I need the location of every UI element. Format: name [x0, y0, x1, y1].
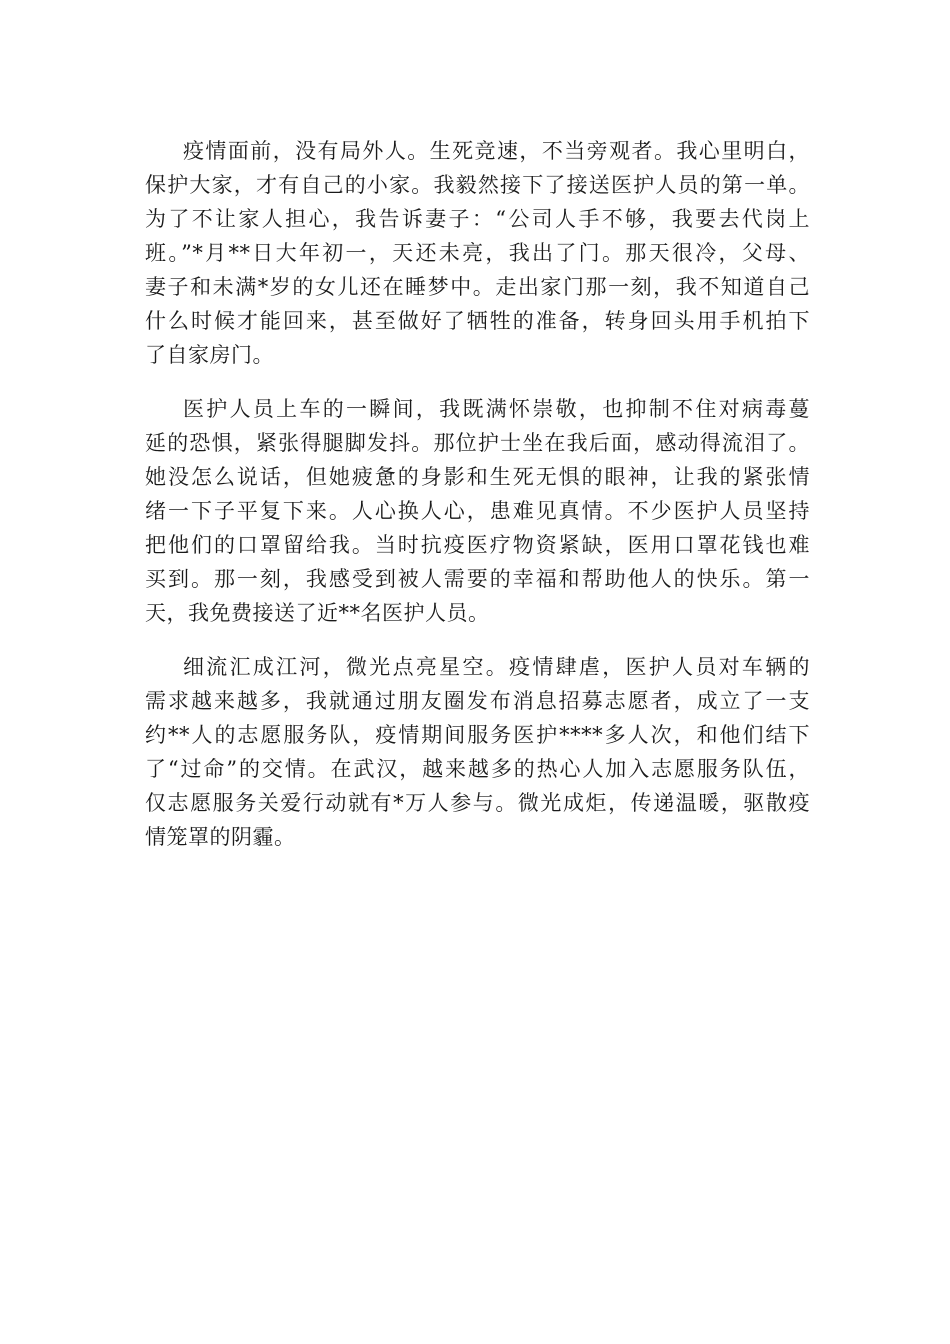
paragraph-line: 她没怎么说话，但她疲惫的身影和生死无惧的眼神，让我的紧张情: [145, 465, 810, 489]
paragraph-line: 什么时候才能回来，甚至做好了牺牲的准备，转身回头用手机拍下: [145, 309, 810, 333]
paragraph-line: 情笼罩的阴霾。: [145, 825, 296, 849]
paragraph-spacing: [145, 372, 810, 392]
paragraph-line: 医护人员上车的一瞬间，我既满怀崇敬，也抑制不住对病毒蔓: [183, 397, 810, 421]
paragraph-line: 把他们的口罩留给我。当时抗疫医疗物资紧缺，医用口罩花钱也难: [145, 533, 810, 557]
document-body: [145, 134, 810, 854]
paragraph-line: 为了不让家人担心，我告诉妻子：“公司人手不够，我要去代岗上: [145, 207, 810, 231]
paragraph-line: 疫情面前，没有局外人。生死竞速，不当旁观者。我心里明白，: [183, 139, 810, 163]
paragraph-line: 需求越来越多，我就通过朋友圈发布消息招募志愿者，成立了一支: [145, 689, 810, 713]
paragraph-line: 买到。那一刻，我感受到被人需要的幸福和帮助他人的快乐。第一: [145, 567, 810, 591]
paragraph-line: 妻子和未满*岁的女儿还在睡梦中。走出家门那一刻，我不知道自己: [145, 275, 810, 299]
paragraph-line: 保护大家，才有自己的小家。我毅然接下了接送医护人员的第一单。: [145, 173, 810, 197]
paragraph-1: [145, 134, 810, 372]
paragraph-line: 天，我免费接送了近**名医护人员。: [145, 601, 490, 625]
paragraph-line: 细流汇成江河，微光点亮星空。疫情肆虐，医护人员对车辆的: [183, 655, 810, 679]
paragraph-line: 仅志愿服务关爱行动就有*万人参与。微光成炬，传递温暖，驱散疫: [145, 791, 810, 815]
paragraph-line: 了“过命”的交情。在武汉，越来越多的热心人加入志愿服务队伍，: [145, 757, 810, 781]
paragraph-line: 班。”*月**日大年初一，天还未亮，我出了门。那天很冷，父母、: [145, 241, 810, 265]
paragraph-line: 了自家房门。: [145, 343, 274, 367]
paragraph-line: 约**人的志愿服务队，疫情期间服务医护****多人次，和他们结下: [145, 723, 810, 747]
paragraph-2: [145, 392, 810, 630]
paragraph-3: [145, 650, 810, 854]
paragraph-line: 绪一下子平复下来。人心换人心，患难见真情。不少医护人员坚持: [145, 499, 810, 523]
paragraph-line: 延的恐惧，紧张得腿脚发抖。那位护士坐在我后面，感动得流泪了。: [145, 431, 810, 455]
paragraph-spacing: [145, 630, 810, 650]
